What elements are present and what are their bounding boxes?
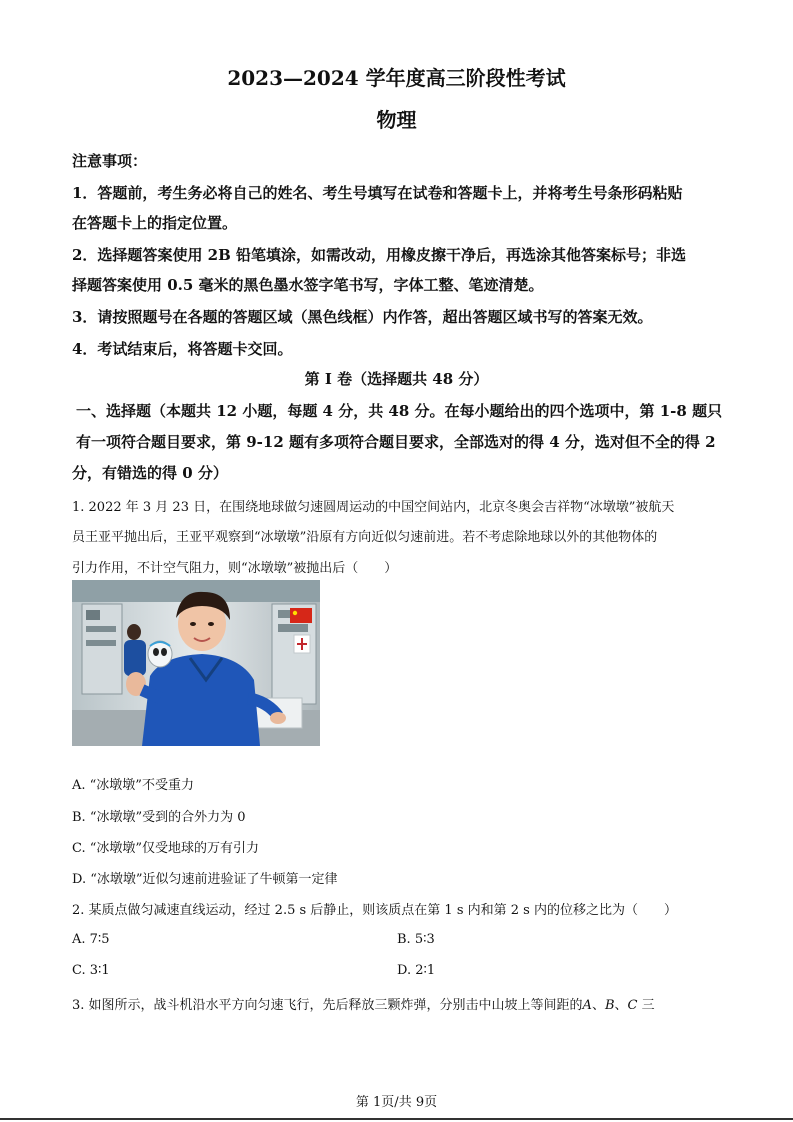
q3-stem-text: 3. 如图所示，战斗机沿水平方向匀速飞行，先后释放三颗炸弹，分别击中山坡上等间距的 bbox=[72, 998, 583, 1013]
space-station-photo bbox=[72, 580, 320, 746]
notice-line: 在答题卡上的指定位置。 bbox=[72, 214, 238, 232]
notice-line: 1．答题前，考生务必将自己的姓名、考生号填写在试卷和答题卡上，并将考生号条形码粘贴 bbox=[72, 184, 683, 202]
q1-option-b: B. “冰墩墩”受到的合外力为 0 bbox=[72, 810, 246, 825]
section-intro-line: 分，有错选的得 0 分） bbox=[72, 464, 228, 482]
q1-stem-line: 引力作用，不计空气阻力，则“冰墩墩”被抛出后（ ） bbox=[72, 561, 398, 576]
q3-separator: 、 bbox=[614, 998, 628, 1013]
notice-line: 择题答案使用 0.5 毫米的黑色墨水签字笔书写，字体工整、笔迹清楚。 bbox=[72, 276, 544, 294]
section-title: 第 I 卷（选择题共 48 分） bbox=[304, 370, 489, 388]
q2-option-b: B. 5∶3 bbox=[397, 932, 435, 947]
q2-stem: 2. 某质点做匀减速直线运动，经过 2.5 s 后静止，则该质点在第 1 s 内和第 2 s 内的位移之比为（ ） bbox=[72, 903, 677, 918]
q3-point-b: B bbox=[604, 998, 615, 1013]
q3-point-a: A bbox=[582, 998, 592, 1013]
q3-separator: 、 bbox=[591, 998, 605, 1013]
q1-stem-line: 员王亚平抛出后，王亚平观察到“冰墩墩”沿原有方向近似匀速前进。若不考虑除地球以外的其他物体的 bbox=[72, 530, 658, 545]
q3-stem-end: 三 bbox=[637, 998, 655, 1013]
notice-line: 3．请按照题号在各题的答题区域（黑色线框）内作答，超出答题区域书写的答案无效。 bbox=[72, 308, 653, 326]
notice-line: 4．考试结束后，将答题卡交回。 bbox=[72, 340, 293, 358]
section-intro-line: 有一项符合题目要求，第 9-12 题有多项符合题目要求，全部选对的得 4 分，选对但不全的得 2 bbox=[76, 433, 716, 451]
q3-point-c: C bbox=[627, 998, 638, 1013]
page-number: 第 1页/共 9页 bbox=[355, 1095, 438, 1110]
q1-stem-line: 1. 2022 年 3 月 23 日，在围绕地球做匀速圆周运动的中国空间站内，北京冬奥会吉祥物“冰墩墩”被航天 bbox=[72, 500, 675, 515]
section-intro-line: 一、选择题（本题共 12 小题，每题 4 分，共 48 分。在每小题给出的四个选项中，第 1-8 题只 bbox=[76, 402, 723, 420]
q2-option-c: C. 3∶1 bbox=[72, 963, 110, 978]
notice-line: 2．选择题答案使用 2B 铅笔填涂，如需改动，用橡皮擦干净后，再选涂其他答案标号；非选 bbox=[72, 246, 687, 264]
q2-option-a: A. 7∶5 bbox=[72, 932, 110, 947]
notice-heading: 注意事项： bbox=[72, 152, 148, 170]
subject-title: 物理 bbox=[376, 108, 417, 132]
q1-option-a: A. “冰墩墩”不受重力 bbox=[72, 778, 194, 793]
q1-option-c: C. “冰墩墩”仅受地球的万有引力 bbox=[72, 841, 260, 856]
q1-option-d: D. “冰墩墩”近似匀速前进验证了牛顿第一定律 bbox=[72, 872, 338, 887]
q2-option-d: D. 2∶1 bbox=[397, 963, 436, 978]
q3-stem bbox=[72, 994, 655, 1013]
exam-title: 2023—2024 学年度高三阶段性考试 bbox=[227, 66, 566, 90]
footer-divider bbox=[0, 1118, 793, 1120]
astronaut-illustration bbox=[72, 580, 320, 746]
